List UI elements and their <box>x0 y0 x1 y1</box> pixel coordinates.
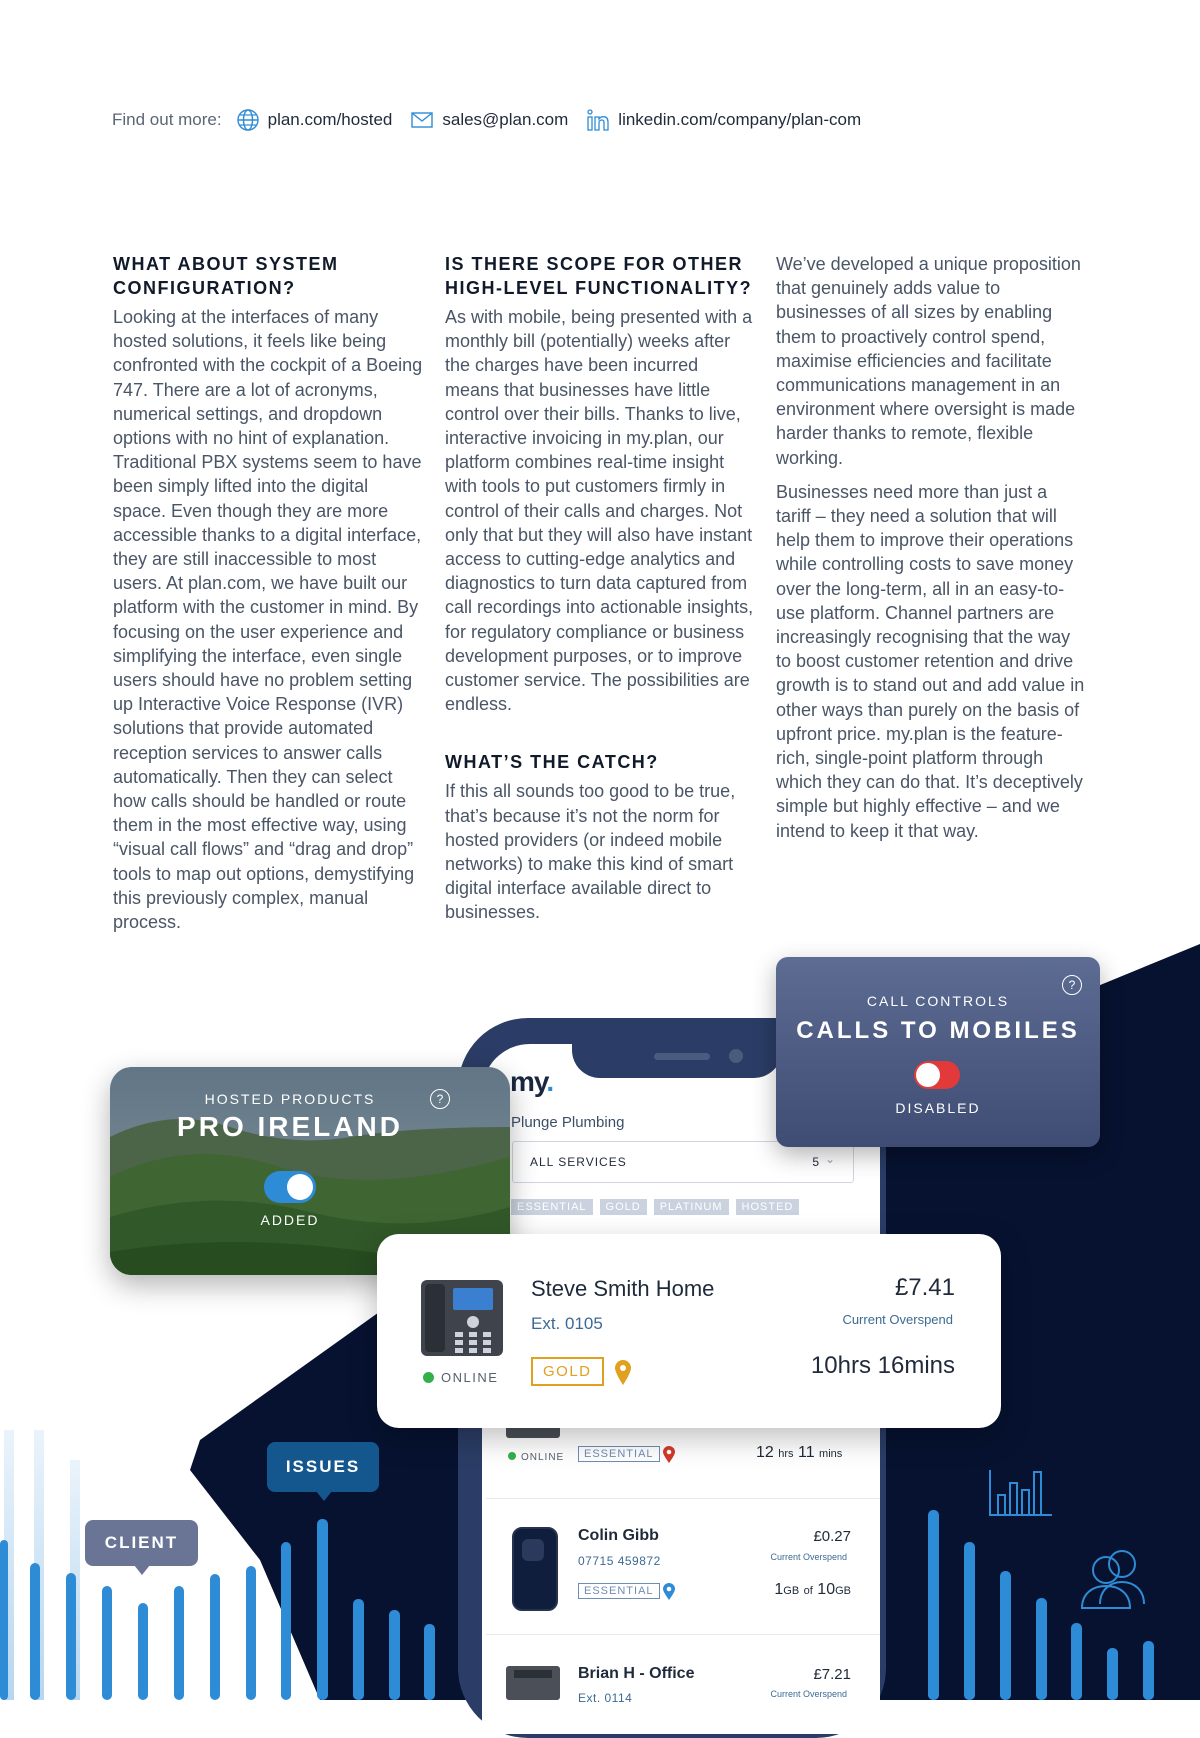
section-heading: WHAT’S THE CATCH? <box>445 752 659 773</box>
filter-tags <box>511 1199 806 1215</box>
hosted-kicker: HOSTED PRODUCTS <box>204 1091 376 1107</box>
desk-phone-icon <box>504 1664 562 1700</box>
mobile-phone-icon <box>512 1527 558 1611</box>
call-controls-kicker: CALL CONTROLS <box>866 993 1010 1009</box>
featured-duration: 10hrs 16mins <box>810 1352 955 1379</box>
featured-ext: Ext. 0105 <box>531 1314 603 1333</box>
client-label: CLIENT <box>85 1520 198 1566</box>
featured-price-label: Current Overspend <box>842 1312 953 1327</box>
contact-linkedin-link[interactable]: linkedin.com/company/plan-com <box>618 110 862 129</box>
row-name[interactable]: Brian H - Office <box>578 1665 695 1682</box>
hosted-status: ADDED <box>260 1212 320 1228</box>
chevron-down-icon: ⌄ <box>824 1152 835 1166</box>
row-name[interactable]: Colin Gibb <box>578 1527 659 1544</box>
tag-essential[interactable]: ESSENTIAL <box>511 1199 593 1215</box>
body-paragraph: Businesses need more than just a tariff – they need a solution that will help them to improve their operations while controlling costs to save money over the long-term, all in an easy-to-use platform. Channel partners are increasingly recognising that the way to boost customer retention and drive growth is to stand out and add value in other ways than purely on the basis of upfront price. my.plan is the feature-rich, single-point platform through which they can do that. It’s deceptively simple but highly effective – and we intend to keep it that way. <box>776 481 1085 841</box>
account-name: Plunge Plumbing <box>511 1114 625 1131</box>
contact-web-link[interactable]: plan.com/hosted <box>267 110 393 129</box>
row-divider <box>486 1498 880 1499</box>
row-usage: 12 hrs 11 mins <box>756 1444 843 1461</box>
services-dropdown[interactable] <box>512 1141 854 1183</box>
hosted-title: PRO IRELAND <box>177 1111 403 1142</box>
row-number: Ext. 0114 <box>578 1691 633 1705</box>
my-plan-logo: my. <box>510 1066 554 1097</box>
featured-name: Steve Smith Home <box>531 1276 715 1301</box>
section-heading: WHAT ABOUT SYSTEM CONFIGURATION? <box>113 254 339 298</box>
row-price: £7.21 <box>813 1666 851 1683</box>
row-usage: 1GB of 10GB <box>774 1581 851 1598</box>
services-count: 5 <box>812 1155 819 1169</box>
featured-status: ONLINE <box>423 1370 498 1385</box>
row-number: 07715 459872 <box>578 1554 661 1568</box>
tag-platinum[interactable]: PLATINUM <box>654 1199 729 1215</box>
client-pointer <box>134 1565 150 1575</box>
issues-label: ISSUES <box>267 1442 379 1492</box>
tag-hosted[interactable]: HOSTED <box>736 1199 800 1215</box>
pin-icon <box>614 1359 632 1385</box>
calls-to-mobiles-toggle[interactable] <box>914 1061 960 1089</box>
pin-icon <box>662 1582 676 1600</box>
featured-badge: GOLD <box>531 1357 604 1386</box>
body-paragraph: If this all sounds too good to be true, that’s because it’s not the norm for hosted providers (or indeed mobile networks) to make this kind of smart digital interface available direct to businesses. <box>445 781 736 923</box>
row-status: ONLINE <box>508 1452 564 1463</box>
body-paragraph: We’ve developed a unique proposition that genuinely adds value to businesses of all sizes by enabling them to proactively control spend, maximise efficiencies and facilitate communications management in an environment where oversight is made harder thanks to remote, flexible working. <box>776 254 1081 468</box>
section-heading: IS THERE SCOPE FOR OTHER HIGH-LEVEL FUNCTIONALITY? <box>445 254 753 298</box>
contact-label: Find out more: <box>112 110 222 129</box>
row-price: £0.27 <box>813 1528 851 1545</box>
phone-speaker <box>654 1053 710 1060</box>
row-badge: ESSENTIAL <box>578 1446 660 1462</box>
featured-price: £7.41 <box>894 1274 955 1301</box>
row-price-label: Current Overspend <box>770 1552 847 1562</box>
call-controls-status: DISABLED <box>895 1100 981 1116</box>
tag-gold[interactable]: GOLD <box>600 1199 647 1215</box>
help-icon[interactable]: ? <box>430 1089 450 1109</box>
issues-pointer <box>316 1491 332 1501</box>
featured-extension-card[interactable] <box>377 1234 1001 1428</box>
contact-email-link[interactable]: sales@plan.com <box>442 110 569 129</box>
pin-icon <box>662 1445 676 1463</box>
desk-phone-icon <box>419 1276 505 1358</box>
body-paragraph: Looking at the interfaces of many hosted solutions, it feels like being confronted with the cockpit of a Boeing 747. There are a lot of acronyms, numerical settings, and dropdown options with no hint of explanation. Traditional PBX systems seem to have been simply lifted into the digital space. Even though they are more accessible thanks to a digital interface, they are still inaccessible to most users. At plan.com, we have built our platform with the customer in mind. By focusing on the user experience and simplifying the interface, even single users should have no problem setting up Interactive Voice Response (IVR) solutions that provide automated reception services to answer calls automatically. Then they can select how calls should be handled or route them in the most effective way, using “visual call flows” and “drag and drop” tools to map out options, demystifying this previously complex, manual process. <box>113 307 423 933</box>
phone-camera <box>729 1049 743 1063</box>
call-controls-card <box>776 957 1100 1147</box>
call-controls-title: CALLS TO MOBILES <box>796 1017 1080 1044</box>
row-price-label: Current Overspend <box>770 1689 847 1699</box>
hosted-toggle[interactable] <box>264 1171 316 1203</box>
row-divider <box>486 1634 880 1635</box>
row-badge: ESSENTIAL <box>578 1583 660 1599</box>
help-icon[interactable]: ? <box>1062 975 1082 995</box>
services-dropdown-label: ALL SERVICES <box>530 1155 627 1169</box>
body-paragraph: As with mobile, being presented with a monthly bill (potentially) weeks after the charges have been incurred means that businesses have little control over their bills. Thanks to live, interactive invoicing in my.plan, our platform combines real-time insight with tools to put customers firmly in control of their calls and charges. Not only that but they will also have instant access to cutting-edge analytics and diagnostics to turn data captured from call recordings into actionable insights, for regulatory compliance or business development purposes, or to improve customer service. The possibilities are endless. <box>445 307 754 715</box>
